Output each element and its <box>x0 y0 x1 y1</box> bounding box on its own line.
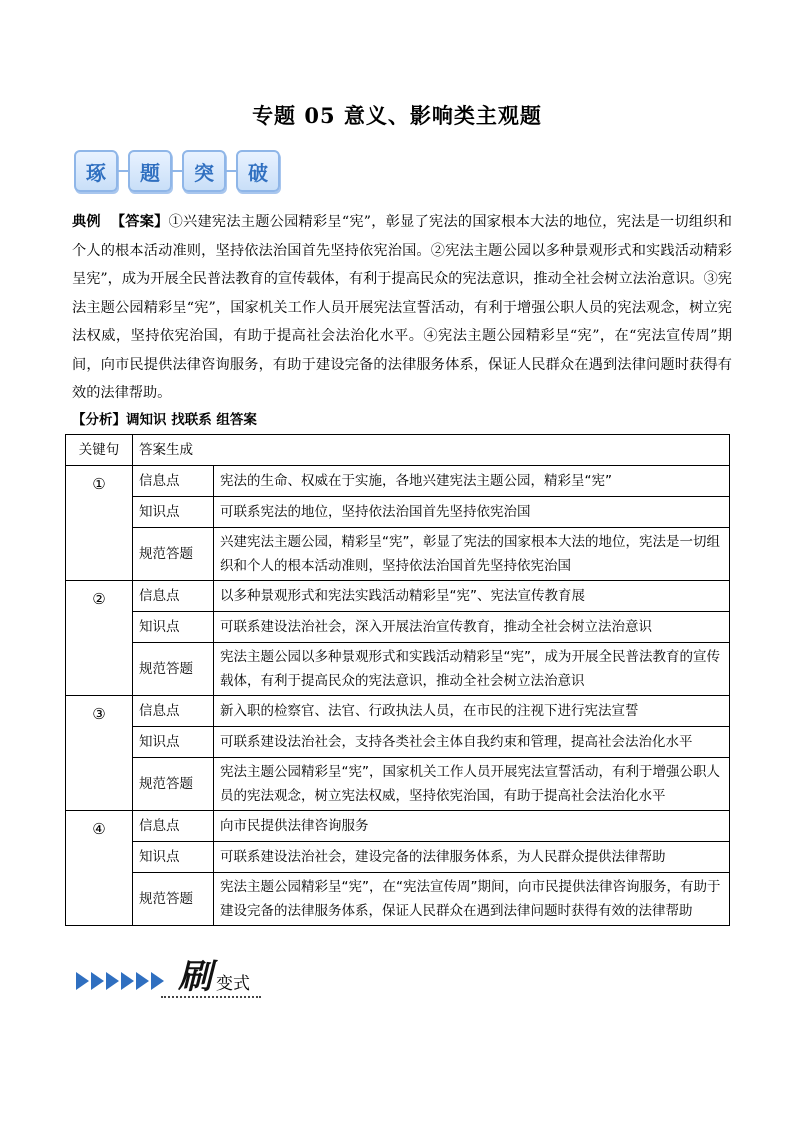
key-cell: ④ <box>66 811 133 926</box>
table-row <box>66 497 730 528</box>
type-cell: 知识点 <box>133 612 214 643</box>
key-cell: ② <box>66 581 133 696</box>
type-cell: 信息点 <box>133 466 214 497</box>
content-cell: 宪法的生命、权威在于实施，各地兴建宪法主题公园，精彩呈“宪” <box>214 466 730 497</box>
example-lead: 典例 <box>72 214 101 230</box>
chevron-right-icon <box>136 972 149 990</box>
table-row <box>66 811 730 842</box>
badge-2: 题 <box>128 150 172 192</box>
chevron-right-icon <box>106 972 119 990</box>
table-row <box>66 873 730 926</box>
variant-section-header <box>76 958 250 996</box>
variant-label: 变式 <box>216 974 250 994</box>
badge-connector <box>118 170 128 172</box>
key-cell: ① <box>66 466 133 581</box>
table-row <box>66 758 730 811</box>
table-row <box>66 696 730 727</box>
type-cell: 信息点 <box>133 696 214 727</box>
type-cell: 规范答题 <box>133 528 214 581</box>
table-row <box>66 612 730 643</box>
type-cell: 知识点 <box>133 727 214 758</box>
chevron-right-icon <box>151 972 164 990</box>
table-row <box>66 842 730 873</box>
type-cell: 规范答题 <box>133 873 214 926</box>
analysis-heading: 【分析】调知识 找联系 组答案 <box>72 412 257 428</box>
section-badges <box>74 150 280 192</box>
brush-character: 刷 <box>178 957 212 997</box>
badge-1: 琢 <box>74 150 118 192</box>
chevron-right-icon <box>91 972 104 990</box>
content-cell: 宪法主题公园精彩呈“宪”，国家机关工作人员开展宪法宣誓活动，有利于增强公职人员的宪法观念，树立宪法权威，坚持依宪治国，有助于提高社会法治化水平 <box>214 758 730 811</box>
dotted-underline <box>161 996 261 998</box>
header-key: 关键句 <box>66 435 133 466</box>
badge-4: 破 <box>236 150 280 192</box>
content-cell: 可联系建设法治社会，建设完备的法律服务体系，为人民群众提供法律帮助 <box>214 842 730 873</box>
badge-connector <box>172 170 182 172</box>
table-row <box>66 466 730 497</box>
content-cell: 兴建宪法主题公园，精彩呈“宪”，彰显了宪法的国家根本大法的地位，宪法是一切组织和个人的根本活动准则，坚持依法治国首先坚持依宪治国 <box>214 528 730 581</box>
example-text: ①兴建宪法主题公园精彩呈“宪”，彰显了宪法的国家根本大法的地位，宪法是一切组织和个人的根本活动准则，坚持依法治国首先坚持依宪治国。②宪法主题公园以多种景观形式和实践活动精彩呈宪”，成为开展全民普法教育的宣传载体，有利于提高民众的宪法意识，推动全社会树立法治意识。③宪法主题公园精彩呈“宪”，国家机关工作人员开展宪法宣誓活动，有利于增强公职人员的宪法观念，树立宪法权威，坚持依宪治国，有助于提高社会法治化水平。④宪法主题公园精彩呈“宪”，在“宪法宣传周”期间，向市民提供法律咨询服务，有助于建设完备的法律服务体系，保证人民群众在遇到法律问题时获得有效的法律帮助。 <box>72 214 732 401</box>
content-cell: 新入职的检察官、法官、行政执法人员，在市民的注视下进行宪法宣誓 <box>214 696 730 727</box>
table-row <box>66 528 730 581</box>
table-header-row <box>66 435 730 466</box>
table-row <box>66 727 730 758</box>
content-cell: 可联系建设法治社会，支持各类社会主体自我约束和管理，提高社会法治化水平 <box>214 727 730 758</box>
content-cell: 可联系建设法治社会，深入开展法治宣传教育，推动全社会树立法治意识 <box>214 612 730 643</box>
badge-connector <box>226 170 236 172</box>
content-cell: 宪法主题公园以多种景观形式和实践活动精彩呈“宪”，成为开展全民普法教育的宣传载体，有利于提高民众的宪法意识，推动全社会树立法治意识 <box>214 643 730 696</box>
type-cell: 信息点 <box>133 581 214 612</box>
type-cell: 规范答题 <box>133 643 214 696</box>
content-cell: 宪法主题公园精彩呈“宪”，在“宪法宣传周”期间，向市民提供法律咨询服务，有助于建设完备的法律服务体系，保证人民群众在遇到法律问题时获得有效的法律帮助 <box>214 873 730 926</box>
chevron-arrows-icon <box>76 972 166 990</box>
answer-table <box>65 434 730 926</box>
table-row <box>66 643 730 696</box>
example-paragraph <box>72 208 732 408</box>
key-cell: ③ <box>66 696 133 811</box>
content-cell: 可联系宪法的地位，坚持依法治国首先坚持依宪治国 <box>214 497 730 528</box>
type-cell: 规范答题 <box>133 758 214 811</box>
badge-3: 突 <box>182 150 226 192</box>
content-cell: 以多种景观形式和宪法实践活动精彩呈“宪”、宪法宣传教育展 <box>214 581 730 612</box>
type-cell: 知识点 <box>133 497 214 528</box>
type-cell: 信息点 <box>133 811 214 842</box>
answer-tag: 【答案】 <box>110 214 169 230</box>
header-answer: 答案生成 <box>133 435 730 466</box>
chevron-right-icon <box>76 972 89 990</box>
chevron-right-icon <box>121 972 134 990</box>
type-cell: 知识点 <box>133 842 214 873</box>
page-title: 专题 05 意义、影响类主观题 <box>252 103 542 128</box>
table-row <box>66 581 730 612</box>
content-cell: 向市民提供法律咨询服务 <box>214 811 730 842</box>
